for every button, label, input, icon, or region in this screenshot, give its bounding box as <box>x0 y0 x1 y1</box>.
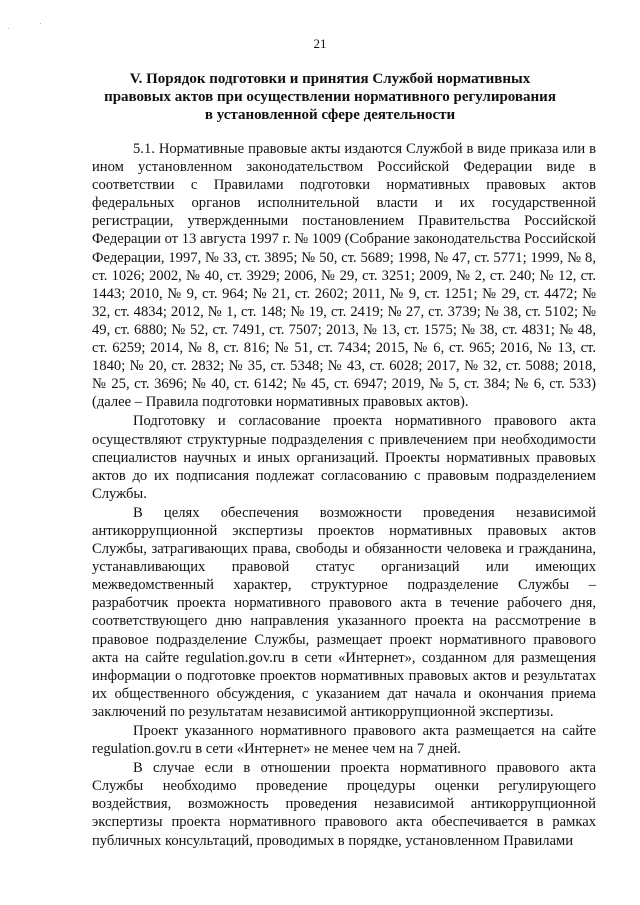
paragraph-publication-term: Проект указанного нормативного правового акта размещается на сайте regulation.gov.ru в сети «Интернет» не менее чем на 7 дней. <box>92 723 596 758</box>
section-title <box>100 70 560 124</box>
page-number: 21 <box>313 36 327 51</box>
scan-dot <box>40 23 41 24</box>
section-title-line: в установленной сфере деятельности <box>204 107 456 123</box>
scan-dot <box>8 28 9 29</box>
paragraph-5-1: 5.1. Нормативные правовые акты издаются Службой в виде приказа или в ином установленном законодательством Российской Федерации виде в соответствии с Правилами подготовки нормативных правовых актов федеральных органов исполнительной власти и их государственной регистрации, утвержденными постановлением Правительства Российской Федерации от 13 августа 1997 г. № 1009 (Собрание законодательства Российской Федерации, 1997, № 33, ст. 3895; № 50, ст. 5689; 1998, № 47, ст. 5771; 1999, № 8, ст. 1026; 2002, № 40, ст. 3929; 2006, № 29, ст. 3251; 2009, № 2, ст. 240; № 12, ст. 1443; 2010, № 9, ст. 964; № 21, ст. 2602; 2011, № 9, ст. 1251; № 29, ст. 4472; № 32, ст. 4834; 2012, № 1, ст. 148; № 19, ст. 2419; № 27, ст. 3739; № 38, ст. 5102; № 49, ст. 6880; № 52, ст. 7491, ст. 7507; 2013, № 13, ст. 1575; № 38, ст. 4831; № 48, ст. 6259; 2014, № 8, ст. 816; № 51, ст. 7434; 2015, № 6, ст. 965; 2016, № 13, ст. 1840; № 20, ст. 2832; № 35, ст. 5348; № 43, ст. 6028; 2017, № 32, ст. 5088; 2018, № 25, ст. 3696; № 40, ст. 6142; № 45, ст. 6947; 2019, № 5, ст. 384; № 6, ст. 533) (далее – Правила подготовки нормативных правовых актов). <box>92 141 596 411</box>
document-body <box>92 140 596 850</box>
paragraph-regulatory-impact: В случае если в отношении проекта нормативного правового акта Службы необходимо проведение процедуры оценки регулирующего воздействия, возможность проведения независимой антикоррупционной экспертизы проекта нормативного правового акта обеспечивается в рамках публичных консультаций, проводимых в порядке, установленном Правилами <box>92 760 596 849</box>
paragraph-anticorruption-expertise: В целях обеспечения возможности проведения независимой антикоррупционной экспертизы проектов нормативных правовых актов Службы, затрагивающих права, свободы и обязанности человека и гражданина, устанавливающих правовой статус организаций или имеющих межведомственный характер, структурное подразделение Службы – разработчик проекта нормативного правового акта в течение рабочего дня, соответствующего дню направления указанного проекта на рассмотрение в правовое подразделение Службы, размещает проект нормативного правового акта на сайте regulation.gov.ru в сети «Интернет», созданном для размещения информации о подготовке проектов нормативных правовых актов и результатах их общественного обсуждения, с указанием дат начала и окончания приема заключений по результатам независимой антикоррупционной экспертизы. <box>92 504 596 720</box>
paragraph-approval: Подготовку и согласование проекта нормативного правового акта осуществляют структурные подразделения с привлечением при необходимости специалистов научных и иных организаций. Проекты нормативных правовых актов до их подписания подлежат согласованию с правовым подразделением Службы. <box>92 413 596 502</box>
section-title-line: правовых актов при осуществлении нормативного регулирования <box>104 89 556 105</box>
section-title-line: V. Порядок подготовки и принятия Службой нормативных <box>129 71 531 87</box>
